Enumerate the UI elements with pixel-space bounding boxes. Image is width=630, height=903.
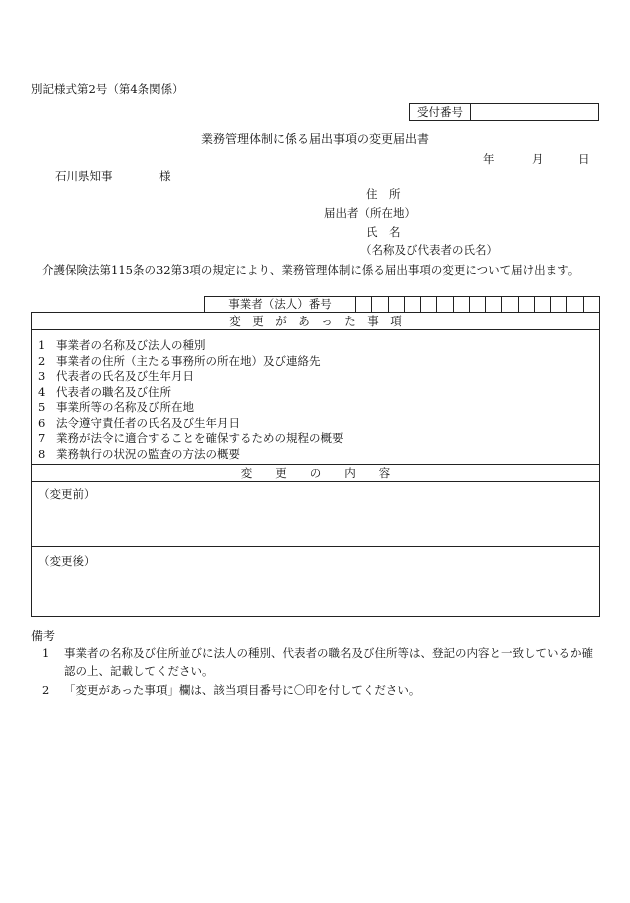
addressee-name: 石川県知事 (55, 169, 113, 183)
after-change-field[interactable] (32, 547, 599, 615)
before-change-field[interactable] (32, 482, 599, 545)
business-number-row (204, 296, 600, 312)
note-text: 「変更があった事項」欄は、該当項目番号に〇印を付してください。 (64, 683, 421, 697)
addressee-honorific: 様 (159, 169, 171, 183)
receipt-number-label: 受付番号 (410, 104, 471, 120)
note-item (42, 682, 420, 698)
business-number-digit[interactable] (502, 297, 518, 312)
business-number-digit[interactable] (405, 297, 421, 312)
business-number-digit[interactable] (551, 297, 567, 312)
business-number-digit[interactable] (421, 297, 437, 312)
business-number-digit[interactable] (437, 297, 453, 312)
business-number-digit[interactable] (486, 297, 502, 312)
note-number: 2 (42, 683, 50, 697)
note-text: 事業者の名称及び住所並びに法人の種別、代表者の職名及び住所等は、登記の内容と一致しているか確 (64, 646, 593, 660)
date-year: 年 (483, 152, 495, 166)
notes-title: 備考 (31, 629, 56, 643)
change-item-text: 業務執行の状況の監査の方法の概要 (56, 447, 240, 461)
business-number-digit[interactable] (519, 297, 535, 312)
change-item-text: 事業所等の名称及び所在地 (56, 400, 194, 414)
note-item (42, 645, 593, 661)
note-item-continuation: 認の上、記載してください。 (64, 664, 214, 678)
change-item-text: 代表者の氏名及び生年月日 (56, 369, 194, 383)
change-item-text: 代表者の職名及び住所 (56, 385, 171, 399)
business-number-cells (356, 297, 599, 312)
business-number-digit[interactable] (389, 297, 405, 312)
change-item-number: 4 (38, 385, 46, 399)
changed-items-header: 変 更 が あ っ た 事 項 (32, 313, 599, 330)
change-item[interactable] (38, 399, 194, 415)
change-item-number: 6 (38, 416, 46, 430)
note-number: 1 (42, 646, 50, 660)
date-day: 日 (578, 152, 590, 166)
applicant-address-label: 住 所 (366, 187, 401, 201)
change-item-number: 3 (38, 369, 46, 383)
form-body (31, 312, 600, 617)
change-item-number: 5 (38, 400, 46, 414)
business-number-digit[interactable] (584, 297, 599, 312)
applicant-filer-label: 届出者（所在地） (324, 206, 416, 220)
change-item[interactable] (38, 384, 171, 400)
date-month: 月 (532, 152, 544, 166)
change-form-table (31, 296, 600, 617)
change-item-text: 業務が法令に適合することを確保するための規程の概要 (56, 431, 344, 445)
change-item-text: 事業者の住所（主たる事務所の所在地）及び連絡先 (56, 354, 321, 368)
change-item[interactable] (38, 337, 206, 353)
business-number-digit[interactable] (470, 297, 486, 312)
business-number-digit[interactable] (454, 297, 470, 312)
change-item[interactable] (38, 446, 240, 462)
statement: 介護保険法第115条の32第3項の規定により、業務管理体制に係る届出事項の変更について届け出ます。 (42, 263, 580, 277)
applicant-rep-label: （名称及び代表者の氏名） (360, 243, 498, 257)
receipt-number-box (409, 103, 599, 121)
applicant-name-label: 氏 名 (366, 225, 401, 239)
change-item-number: 8 (38, 447, 46, 461)
change-content-header: 変 更 の 内 容 (32, 465, 599, 482)
change-item-text: 法令遵守責任者の氏名及び生年月日 (56, 416, 240, 430)
change-item-number: 2 (38, 354, 46, 368)
business-number-label: 事業者（法人）番号 (205, 297, 356, 312)
business-number-digit[interactable] (567, 297, 583, 312)
after-change-label: （変更後） (38, 554, 96, 568)
change-item-text: 事業者の名称及び法人の種別 (56, 338, 206, 352)
form-number: 別記様式第2号（第4条関係） (31, 82, 184, 96)
change-item[interactable] (38, 430, 344, 446)
receipt-number-field[interactable] (471, 104, 598, 120)
business-number-digit[interactable] (372, 297, 388, 312)
business-number-digit[interactable] (535, 297, 551, 312)
business-number-digit[interactable] (356, 297, 372, 312)
change-item-number: 1 (38, 338, 46, 352)
before-change-label: （変更前） (38, 487, 96, 501)
change-item[interactable] (38, 368, 194, 384)
change-item[interactable] (38, 415, 240, 431)
document-title: 業務管理体制に係る届出事項の変更届出書 (200, 132, 429, 146)
change-item-number: 7 (38, 431, 46, 445)
change-item[interactable] (38, 353, 321, 369)
